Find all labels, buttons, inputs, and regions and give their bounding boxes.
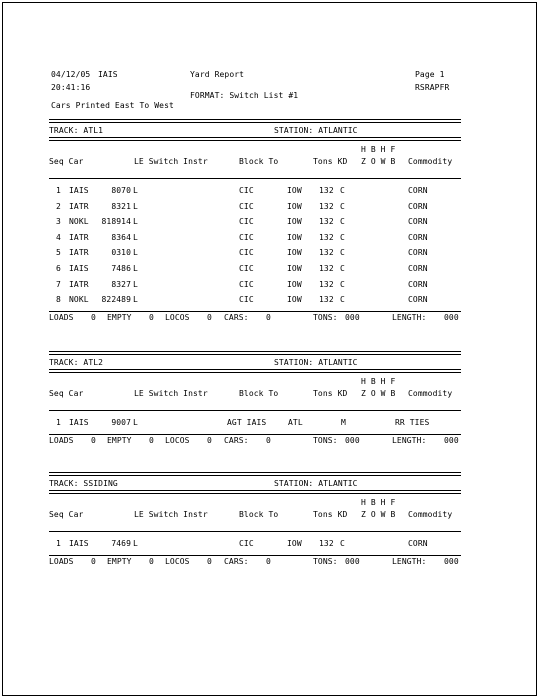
totals-loads: 0	[91, 557, 96, 566]
row-car-number: 7469	[111, 539, 131, 548]
row-le: L	[133, 264, 138, 273]
row-tons: 132	[319, 279, 334, 289]
row-block: CIC	[239, 217, 254, 227]
column-le-switch: LE Switch Instr	[134, 389, 208, 398]
column-header-rule	[49, 178, 461, 179]
totals-loads: 0	[91, 313, 96, 323]
totals-tons-label: TONS:	[313, 436, 338, 445]
totals-loads-label: LOADS	[49, 313, 74, 323]
column-tons-kd: Tons KD	[313, 157, 348, 166]
report-format: FORMAT: Switch List #1	[190, 91, 299, 100]
section-header-rule	[49, 140, 461, 141]
row-to: IOW	[287, 264, 302, 273]
report-subtitle: Cars Printed East To West	[51, 101, 174, 110]
totals-loads-label: LOADS	[49, 557, 74, 566]
totals-cars: 0	[266, 557, 271, 566]
row-commodity: CORN	[408, 264, 428, 273]
column-header-rule	[49, 531, 461, 532]
row-car-initial: IAIS	[69, 186, 89, 195]
row-seq: 7	[56, 279, 61, 289]
column-commodity: Commodity	[408, 389, 453, 398]
row-block: AGT IAIS	[227, 418, 267, 427]
row-seq: 3	[56, 217, 61, 227]
totals-length-label: LENGTH:	[392, 436, 427, 445]
column-hbhf-top: H B H F	[361, 145, 396, 154]
column-commodity: Commodity	[408, 510, 453, 519]
row-block: CIC	[239, 186, 254, 195]
totals-locos: 0	[207, 436, 212, 445]
row-car-number: 818914	[101, 217, 131, 227]
totals-tons: 000	[345, 436, 360, 445]
column-hbhf-top: H B H F	[361, 377, 396, 386]
row-car-initial: NOKL	[69, 217, 89, 227]
row-tons: 132	[319, 232, 334, 242]
report-title: Yard Report	[190, 70, 245, 79]
column-block-to: Block To	[239, 389, 279, 398]
column-le-switch: LE Switch Instr	[134, 510, 208, 519]
station-name: STATION: ATLANTIC	[274, 126, 358, 135]
section-header-rule	[49, 493, 461, 494]
row-kd: C	[340, 295, 345, 305]
totals-cars-label: CARS:	[224, 436, 249, 445]
row-commodity: CORN	[408, 248, 428, 258]
totals-tons-label: TONS:	[313, 557, 338, 566]
section-header-rule	[49, 137, 461, 138]
totals-cars: 0	[266, 313, 271, 323]
row-to: ATL	[288, 418, 303, 427]
totals-locos: 0	[207, 313, 212, 323]
totals-empty-label: EMPTY	[107, 313, 132, 323]
row-commodity: CORN	[408, 232, 428, 242]
report-date: 04/12/05	[51, 70, 91, 79]
row-seq: 2	[56, 201, 61, 211]
row-car-initial: NOKL	[69, 295, 89, 305]
row-to: IOW	[287, 295, 302, 305]
row-block: CIC	[239, 264, 254, 273]
section-top-rule	[49, 122, 461, 123]
totals-cars: 0	[266, 436, 271, 445]
totals-empty: 0	[149, 436, 154, 445]
row-le: L	[133, 232, 138, 242]
column-hbhf-bottom: Z O W B	[361, 510, 396, 519]
row-commodity: CORN	[408, 295, 428, 305]
row-tons: 132	[319, 264, 334, 273]
row-to: IOW	[287, 279, 302, 289]
totals-locos-label: LOCOS	[165, 313, 190, 323]
section-top-rule	[49, 354, 461, 355]
row-car-number: 8364	[111, 232, 131, 242]
row-le: L	[133, 418, 138, 427]
column-commodity: Commodity	[408, 157, 453, 166]
totals-tons: 000	[345, 313, 360, 323]
row-car-initial: IATR	[69, 279, 89, 289]
row-tons: 132	[319, 217, 334, 227]
row-car-initial: IAIS	[69, 418, 89, 427]
row-tons: 132	[319, 295, 334, 305]
row-to: IOW	[287, 201, 302, 211]
totals-rule	[49, 311, 461, 312]
row-commodity: CORN	[408, 279, 428, 289]
row-car-number: 8070	[111, 186, 131, 195]
totals-cars-label: CARS:	[224, 557, 249, 566]
section-top-rule	[49, 475, 461, 476]
row-commodity: CORN	[408, 539, 428, 548]
section-header-rule	[49, 372, 461, 373]
row-le: L	[133, 279, 138, 289]
row-le: L	[133, 295, 138, 305]
row-block: CIC	[239, 295, 254, 305]
row-seq: 4	[56, 232, 61, 242]
row-le: L	[133, 186, 138, 195]
totals-length: 000	[444, 557, 459, 566]
row-seq: 1	[56, 186, 61, 195]
row-commodity: RR TIES	[395, 418, 430, 427]
column-seq-car: Seq Car	[49, 389, 84, 398]
totals-empty: 0	[149, 557, 154, 566]
row-block: CIC	[239, 248, 254, 258]
row-car-number: 7486	[111, 264, 131, 273]
column-seq-car: Seq Car	[49, 157, 84, 166]
row-car-number: 9007	[111, 418, 131, 427]
column-hbhf-top: H B H F	[361, 498, 396, 507]
row-commodity: CORN	[408, 186, 428, 195]
row-kd: C	[340, 248, 345, 258]
totals-length-label: LENGTH:	[392, 557, 427, 566]
row-car-initial: IATR	[69, 232, 89, 242]
row-seq: 6	[56, 264, 61, 273]
section-top-rule	[49, 472, 461, 473]
totals-length: 000	[444, 436, 459, 445]
row-block: CIC	[239, 232, 254, 242]
totals-tons: 000	[345, 557, 360, 566]
track-name: TRACK: ATL1	[49, 126, 104, 135]
row-car-number: 822489	[101, 295, 131, 305]
station-name: STATION: ATLANTIC	[274, 358, 358, 367]
row-kd: C	[340, 279, 345, 289]
totals-empty: 0	[149, 313, 154, 323]
column-tons-kd: Tons KD	[313, 389, 348, 398]
section-header-rule	[49, 490, 461, 491]
totals-length-label: LENGTH:	[392, 313, 427, 323]
row-tons: 132	[319, 539, 334, 548]
totals-empty-label: EMPTY	[107, 436, 132, 445]
row-seq: 1	[56, 418, 61, 427]
row-le: L	[133, 201, 138, 211]
row-kd: C	[340, 539, 345, 548]
totals-cars-label: CARS:	[224, 313, 249, 323]
column-hbhf-bottom: Z O W B	[361, 389, 396, 398]
row-car-initial: IATR	[69, 248, 89, 258]
column-block-to: Block To	[239, 157, 279, 166]
row-block: CIC	[239, 201, 254, 211]
row-kd: M	[341, 418, 346, 427]
row-seq: 1	[56, 539, 61, 548]
report-time: 20:41:16	[51, 83, 91, 92]
row-le: L	[133, 217, 138, 227]
row-to: IOW	[287, 186, 302, 195]
row-tons: 132	[319, 248, 334, 258]
report-railroad: IAIS	[98, 70, 118, 79]
row-car-initial: IAIS	[69, 539, 89, 548]
row-to: IOW	[287, 539, 302, 548]
row-car-number: 0310	[111, 248, 131, 258]
section-top-rule	[49, 351, 461, 352]
totals-loads-label: LOADS	[49, 436, 74, 445]
track-name: TRACK: ATL2	[49, 358, 104, 367]
row-car-number: 8327	[111, 279, 131, 289]
report-id: RSRAPFR	[415, 83, 450, 92]
page-number: Page 1	[415, 70, 445, 79]
row-le: L	[133, 248, 138, 258]
row-block: CIC	[239, 539, 254, 548]
row-tons: 132	[319, 201, 334, 211]
track-name: TRACK: SSIDING	[49, 479, 118, 488]
row-to: IOW	[287, 217, 302, 227]
column-tons-kd: Tons KD	[313, 510, 348, 519]
row-kd: C	[340, 201, 345, 211]
totals-rule	[49, 434, 461, 435]
station-name: STATION: ATLANTIC	[274, 479, 358, 488]
totals-loads: 0	[91, 436, 96, 445]
totals-locos: 0	[207, 557, 212, 566]
row-kd: C	[340, 186, 345, 195]
report-page	[2, 2, 537, 696]
row-block: CIC	[239, 279, 254, 289]
totals-length: 000	[444, 313, 459, 323]
row-seq: 5	[56, 248, 61, 258]
row-commodity: CORN	[408, 217, 428, 227]
row-kd: C	[340, 217, 345, 227]
row-commodity: CORN	[408, 201, 428, 211]
row-kd: C	[340, 232, 345, 242]
row-car-number: 8321	[111, 201, 131, 211]
column-hbhf-bottom: Z O W B	[361, 157, 396, 166]
row-seq: 8	[56, 295, 61, 305]
section-top-rule	[49, 119, 461, 120]
column-header-rule	[49, 410, 461, 411]
section-header-rule	[49, 369, 461, 370]
totals-locos-label: LOCOS	[165, 436, 190, 445]
column-block-to: Block To	[239, 510, 279, 519]
totals-rule	[49, 555, 461, 556]
totals-tons-label: TONS:	[313, 313, 338, 323]
row-le: L	[133, 539, 138, 548]
row-to: IOW	[287, 248, 302, 258]
row-tons: 132	[319, 186, 334, 195]
row-to: IOW	[287, 232, 302, 242]
row-car-initial: IAIS	[69, 264, 89, 273]
row-car-initial: IATR	[69, 201, 89, 211]
column-le-switch: LE Switch Instr	[134, 157, 208, 166]
totals-empty-label: EMPTY	[107, 557, 132, 566]
totals-locos-label: LOCOS	[165, 557, 190, 566]
column-seq-car: Seq Car	[49, 510, 84, 519]
row-kd: C	[340, 264, 345, 273]
